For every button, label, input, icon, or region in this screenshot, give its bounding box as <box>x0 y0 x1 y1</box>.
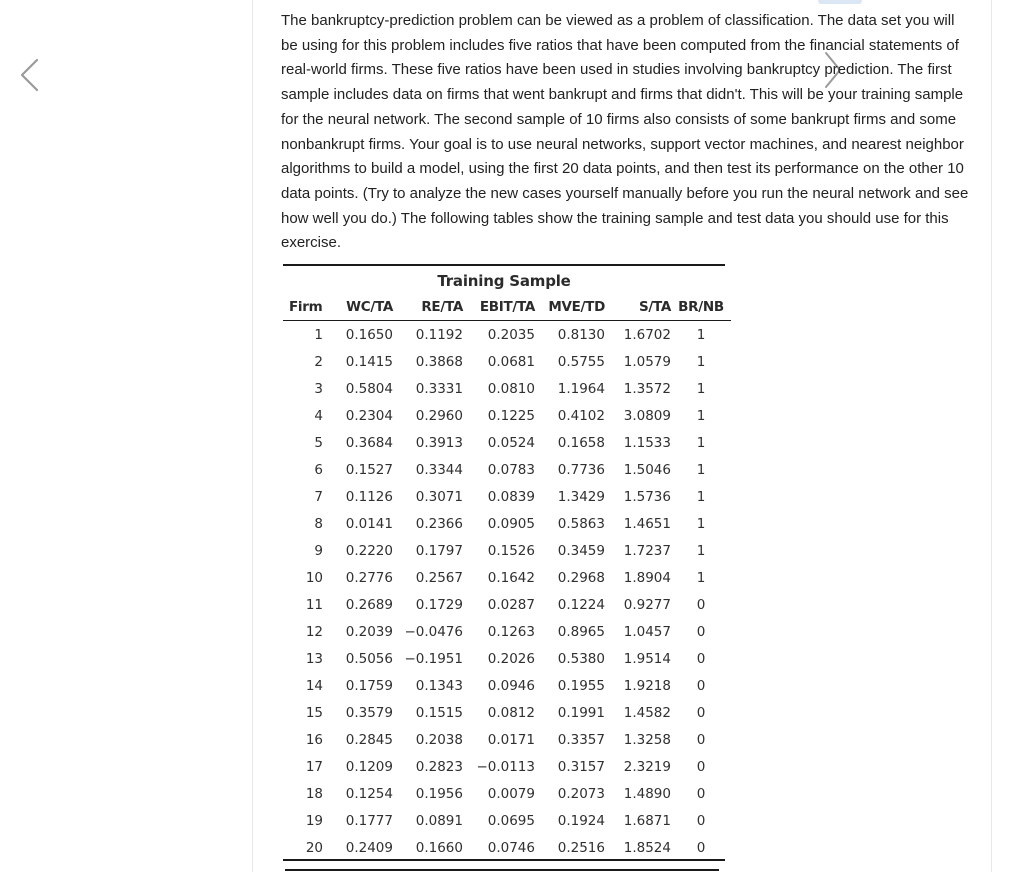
content-left-border <box>252 0 253 872</box>
cell-re-ta: 0.2038 <box>415 731 463 748</box>
cell-re-ta: 0.2366 <box>415 515 463 532</box>
cell-mve-td: 0.5863 <box>557 515 605 532</box>
cell-wc-ta: 0.1759 <box>345 677 393 694</box>
cell-re-ta: 0.2567 <box>415 569 463 586</box>
cell-ebit-ta: 0.2026 <box>487 650 535 667</box>
cell-wc-ta: 0.2689 <box>345 596 393 613</box>
cell-s-ta: 1.7237 <box>623 542 671 559</box>
cell-br-nb: 1 <box>696 461 706 478</box>
header-mve-td: MVE/TD <box>535 293 605 321</box>
cell-br-nb: 0 <box>696 650 706 667</box>
cell-br-nb: 0 <box>696 785 706 802</box>
cell-s-ta: 3.0809 <box>623 407 671 424</box>
cell-mve-td: 0.3157 <box>557 758 605 775</box>
cell-s-ta: 1.6702 <box>623 326 671 343</box>
cell-firm: 9 <box>314 542 323 559</box>
cell-wc-ta: 0.5056 <box>345 650 393 667</box>
cell-s-ta: 1.1533 <box>623 434 671 451</box>
cell-re-ta: 0.0891 <box>415 812 463 829</box>
header-br-nb: BR/NB <box>671 293 731 321</box>
cell-wc-ta: 0.1415 <box>345 353 393 370</box>
table-row <box>283 672 731 699</box>
cell-mve-td: 0.5380 <box>557 650 605 667</box>
cell-mve-td: 0.1955 <box>557 677 605 694</box>
cell-firm: 2 <box>314 353 323 370</box>
cell-br-nb: 0 <box>696 839 706 856</box>
table-row <box>283 456 731 483</box>
cell-wc-ta: 0.1126 <box>345 488 393 505</box>
cell-firm: 20 <box>305 839 323 856</box>
content-right-border <box>991 0 992 872</box>
cell-ebit-ta: 0.0524 <box>487 434 535 451</box>
cell-firm: 15 <box>305 704 323 721</box>
cell-firm: 7 <box>314 488 323 505</box>
cell-mve-td: 0.7736 <box>557 461 605 478</box>
cell-s-ta: 1.5736 <box>623 488 671 505</box>
cell-s-ta: 1.8904 <box>623 569 671 586</box>
cell-wc-ta: 0.1254 <box>345 785 393 802</box>
cell-br-nb: 0 <box>696 704 706 721</box>
table-row <box>283 321 731 349</box>
cell-br-nb: 1 <box>696 542 706 559</box>
cell-mve-td: 0.2073 <box>557 785 605 802</box>
cell-br-nb: 1 <box>696 569 706 586</box>
cell-re-ta: 0.2823 <box>415 758 463 775</box>
header-ebit-ta: EBIT/TA <box>465 293 535 321</box>
problem-description: The bankruptcy-prediction problem can be viewed as a problem of classification. The data set you will be using for this problem includes five ratios that have been computed from the financial statements of real-world firms. These five ratios have been used in studies involving bankruptcy prediction. The first sample includes data on firms that went bankrupt and firms that didn't. This will be your training sample for the neural network. The second sample of 10 firms also consists of some bankrupt firms and some nonbankrupt firms. Your goal is to use neural networks, support vector machines, and nearest neighbor algorithms to build a model, using the first 20 data points, and then test its performance on the other 10 data points. (Try to analyze the new cases yourself manually before you run the neural network and see how well you do.) The following tables show the training sample and test data you should use for this exercise. <box>281 12 969 252</box>
table-row <box>283 375 731 402</box>
cell-mve-td: 0.5755 <box>557 353 605 370</box>
header-wc-ta: WC/TA <box>329 293 395 321</box>
cell-br-nb: 1 <box>696 434 706 451</box>
cell-firm: 11 <box>305 596 323 613</box>
cell-re-ta: 0.1343 <box>415 677 463 694</box>
table-body <box>283 321 731 862</box>
cell-wc-ta: 0.3684 <box>345 434 393 451</box>
cell-mve-td: 0.3459 <box>557 542 605 559</box>
cell-wc-ta: 0.1650 <box>345 326 393 343</box>
cell-wc-ta: 0.0141 <box>345 515 393 532</box>
table-row <box>283 645 731 672</box>
cell-ebit-ta: 0.0746 <box>487 839 535 856</box>
cell-br-nb: 0 <box>696 731 706 748</box>
cell-s-ta: 1.6871 <box>623 812 671 829</box>
cell-br-nb: 0 <box>696 623 706 640</box>
cell-s-ta: 0.9277 <box>623 596 671 613</box>
cell-re-ta: 0.2960 <box>415 407 463 424</box>
cell-mve-td: 1.1964 <box>557 380 605 397</box>
cell-ebit-ta: 0.0946 <box>487 677 535 694</box>
cell-ebit-ta: 0.0839 <box>487 488 535 505</box>
header-s-ta: S/TA <box>605 293 671 321</box>
cell-wc-ta: 0.2220 <box>345 542 393 559</box>
cell-re-ta: 0.3868 <box>415 353 463 370</box>
cell-firm: 4 <box>314 407 323 424</box>
cell-s-ta: 1.4651 <box>623 515 671 532</box>
cell-br-nb: 1 <box>696 515 706 532</box>
cell-wc-ta: 0.2409 <box>345 839 393 856</box>
header-re-ta: RE/TA <box>395 293 465 321</box>
cell-firm: 14 <box>305 677 323 694</box>
table-bottom-rule <box>283 859 725 861</box>
cell-mve-td: 0.4102 <box>557 407 605 424</box>
cell-ebit-ta: 0.1225 <box>487 407 535 424</box>
cell-mve-td: 0.8965 <box>557 623 605 640</box>
training-sample-table <box>283 293 731 861</box>
table-row <box>283 483 731 510</box>
cell-ebit-ta: 0.0812 <box>487 704 535 721</box>
cell-wc-ta: 0.2304 <box>345 407 393 424</box>
cell-wc-ta: 0.2845 <box>345 731 393 748</box>
cell-br-nb: 0 <box>696 677 706 694</box>
cell-s-ta: 1.9218 <box>623 677 671 694</box>
cell-s-ta: 1.4582 <box>623 704 671 721</box>
cell-firm: 10 <box>305 569 323 586</box>
cell-ebit-ta: 0.0171 <box>487 731 535 748</box>
cell-ebit-ta: 0.0783 <box>487 461 535 478</box>
cell-ebit-ta: 0.1526 <box>487 542 535 559</box>
cell-br-nb: 0 <box>696 758 706 775</box>
cell-mve-td: 0.2968 <box>557 569 605 586</box>
cell-mve-td: 1.3429 <box>557 488 605 505</box>
cell-mve-td: 0.3357 <box>557 731 605 748</box>
cell-firm: 16 <box>305 731 323 748</box>
cell-re-ta: 0.3071 <box>415 488 463 505</box>
cell-firm: 17 <box>305 758 323 775</box>
cell-ebit-ta: 0.0079 <box>487 785 535 802</box>
cell-re-ta: 0.1192 <box>415 326 463 343</box>
top-accent-tab <box>818 0 862 4</box>
cell-ebit-ta: 0.0905 <box>487 515 535 532</box>
cell-ebit-ta: 0.1263 <box>487 623 535 640</box>
cell-s-ta: 1.5046 <box>623 461 671 478</box>
cell-firm: 13 <box>305 650 323 667</box>
cell-mve-td: 0.1991 <box>557 704 605 721</box>
cell-re-ta: 0.1729 <box>415 596 463 613</box>
chevron-left-icon <box>17 57 49 93</box>
table-row <box>283 618 731 645</box>
cell-br-nb: 1 <box>696 407 706 424</box>
table-row <box>283 780 731 807</box>
cell-re-ta: 0.1956 <box>415 785 463 802</box>
cell-re-ta: 0.1797 <box>415 542 463 559</box>
cell-wc-ta: 0.2039 <box>345 623 393 640</box>
table-row <box>283 726 731 753</box>
next-table-top-rule <box>285 869 719 871</box>
previous-page-button[interactable] <box>17 57 49 93</box>
table-row <box>283 564 731 591</box>
cell-firm: 6 <box>314 461 323 478</box>
cell-ebit-ta: −0.0113 <box>476 758 535 775</box>
cell-wc-ta: 0.3579 <box>345 704 393 721</box>
cell-s-ta: 2.3219 <box>623 758 671 775</box>
cell-br-nb: 1 <box>696 488 706 505</box>
training-sample-table-container <box>283 264 725 861</box>
cell-ebit-ta: 0.0287 <box>487 596 535 613</box>
cell-re-ta: 0.1515 <box>415 704 463 721</box>
cell-firm: 19 <box>305 812 323 829</box>
cell-wc-ta: 0.1777 <box>345 812 393 829</box>
cell-firm: 3 <box>314 380 323 397</box>
cell-ebit-ta: 0.0695 <box>487 812 535 829</box>
cell-mve-td: 0.1224 <box>557 596 605 613</box>
cell-mve-td: 0.8130 <box>557 326 605 343</box>
cell-br-nb: 0 <box>696 596 706 613</box>
table-row <box>283 510 731 537</box>
cell-s-ta: 1.4890 <box>623 785 671 802</box>
table-row <box>283 429 731 456</box>
cell-wc-ta: 0.5804 <box>345 380 393 397</box>
cell-s-ta: 1.9514 <box>623 650 671 667</box>
cell-s-ta: 1.8524 <box>623 839 671 856</box>
table-row <box>283 699 731 726</box>
cell-re-ta: −0.1951 <box>404 650 463 667</box>
cell-s-ta: 1.3258 <box>623 731 671 748</box>
table-row <box>283 753 731 780</box>
cell-s-ta: 1.0457 <box>623 623 671 640</box>
cell-re-ta: 0.3331 <box>415 380 463 397</box>
table-row <box>283 807 731 834</box>
cell-br-nb: 0 <box>696 812 706 829</box>
cell-wc-ta: 0.1209 <box>345 758 393 775</box>
cell-wc-ta: 0.2776 <box>345 569 393 586</box>
cell-s-ta: 1.3572 <box>623 380 671 397</box>
cell-s-ta: 1.0579 <box>623 353 671 370</box>
table-row <box>283 348 731 375</box>
cell-re-ta: 0.3344 <box>415 461 463 478</box>
cell-br-nb: 1 <box>696 326 706 343</box>
cell-wc-ta: 0.1527 <box>345 461 393 478</box>
table-row <box>283 537 731 564</box>
cell-firm: 8 <box>314 515 323 532</box>
header-firm: Firm <box>283 293 329 321</box>
table-header-row <box>283 293 731 321</box>
table-row <box>283 834 731 861</box>
cell-firm: 1 <box>314 326 323 343</box>
cell-re-ta: 0.1660 <box>415 839 463 856</box>
cell-br-nb: 1 <box>696 353 706 370</box>
cell-firm: 12 <box>305 623 323 640</box>
cell-re-ta: 0.3913 <box>415 434 463 451</box>
cell-ebit-ta: 0.0681 <box>487 353 535 370</box>
cell-mve-td: 0.1924 <box>557 812 605 829</box>
cell-firm: 5 <box>314 434 323 451</box>
cell-ebit-ta: 0.2035 <box>487 326 535 343</box>
cell-ebit-ta: 0.0810 <box>487 380 535 397</box>
table-row <box>283 591 731 618</box>
cell-mve-td: 0.2516 <box>557 839 605 856</box>
table-row <box>283 402 731 429</box>
cell-re-ta: −0.0476 <box>404 623 463 640</box>
cell-firm: 18 <box>305 785 323 802</box>
table-title: Training Sample <box>437 272 571 290</box>
cell-mve-td: 0.1658 <box>557 434 605 451</box>
cell-ebit-ta: 0.1642 <box>487 569 535 586</box>
cell-br-nb: 1 <box>696 380 706 397</box>
